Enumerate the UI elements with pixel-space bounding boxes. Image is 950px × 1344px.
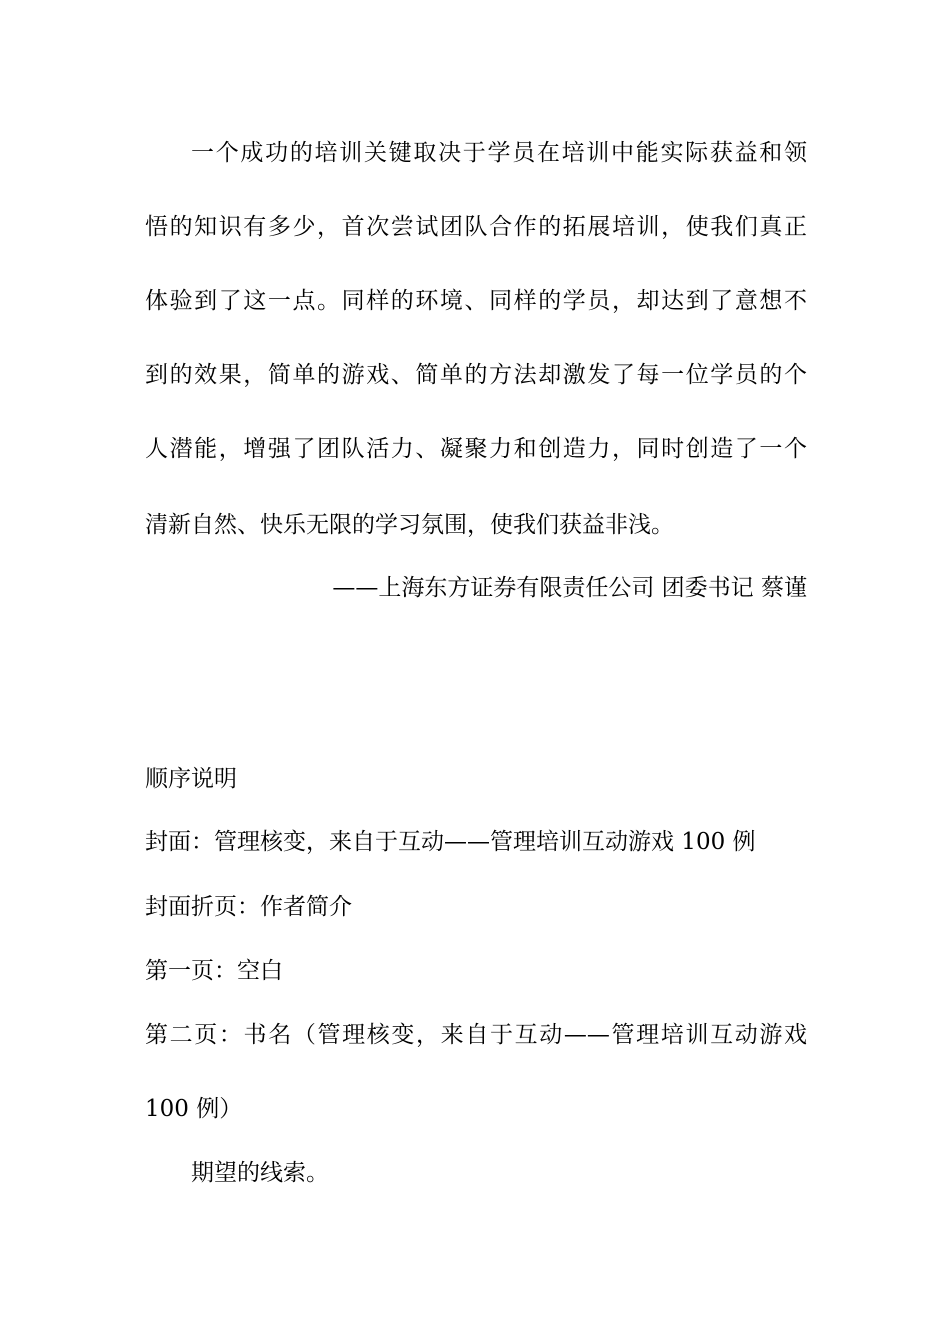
- order-item: 第一页：空白: [145, 958, 283, 984]
- paragraph-line: 清新自然、快乐无限的学习氛围，使我们获益非浅。: [145, 512, 674, 538]
- paragraph-line: 到的效果，简单的游戏、简单的方法却激发了每一位学员的个: [145, 362, 807, 388]
- closing-text: 期望的线索。: [191, 1160, 329, 1186]
- order-item: 第二页：书名（管理核变，来自于互动——管理培训互动游戏: [145, 1022, 807, 1048]
- section-heading: 顺序说明: [145, 766, 237, 792]
- paragraph-line: 一个成功的培训关键取决于学员在培训中能实际获益和领: [191, 140, 807, 166]
- order-item: 100 例）: [145, 1096, 243, 1122]
- order-item: 封面：管理核变，来自于互动——管理培训互动游戏 100 例: [145, 829, 756, 855]
- testimonial-signature: ——上海东方证券有限责任公司 团委书记 蔡谨: [332, 575, 807, 601]
- paragraph-line: 体验到了这一点。同样的环境、同样的学员，却达到了意想不: [145, 288, 807, 314]
- paragraph-line: 悟的知识有多少，首次尝试团队合作的拓展培训，使我们真正: [145, 214, 807, 240]
- order-item: 封面折页：作者简介: [145, 894, 352, 920]
- paragraph-line: 人潜能，增强了团队活力、凝聚力和创造力，同时创造了一个: [145, 436, 807, 462]
